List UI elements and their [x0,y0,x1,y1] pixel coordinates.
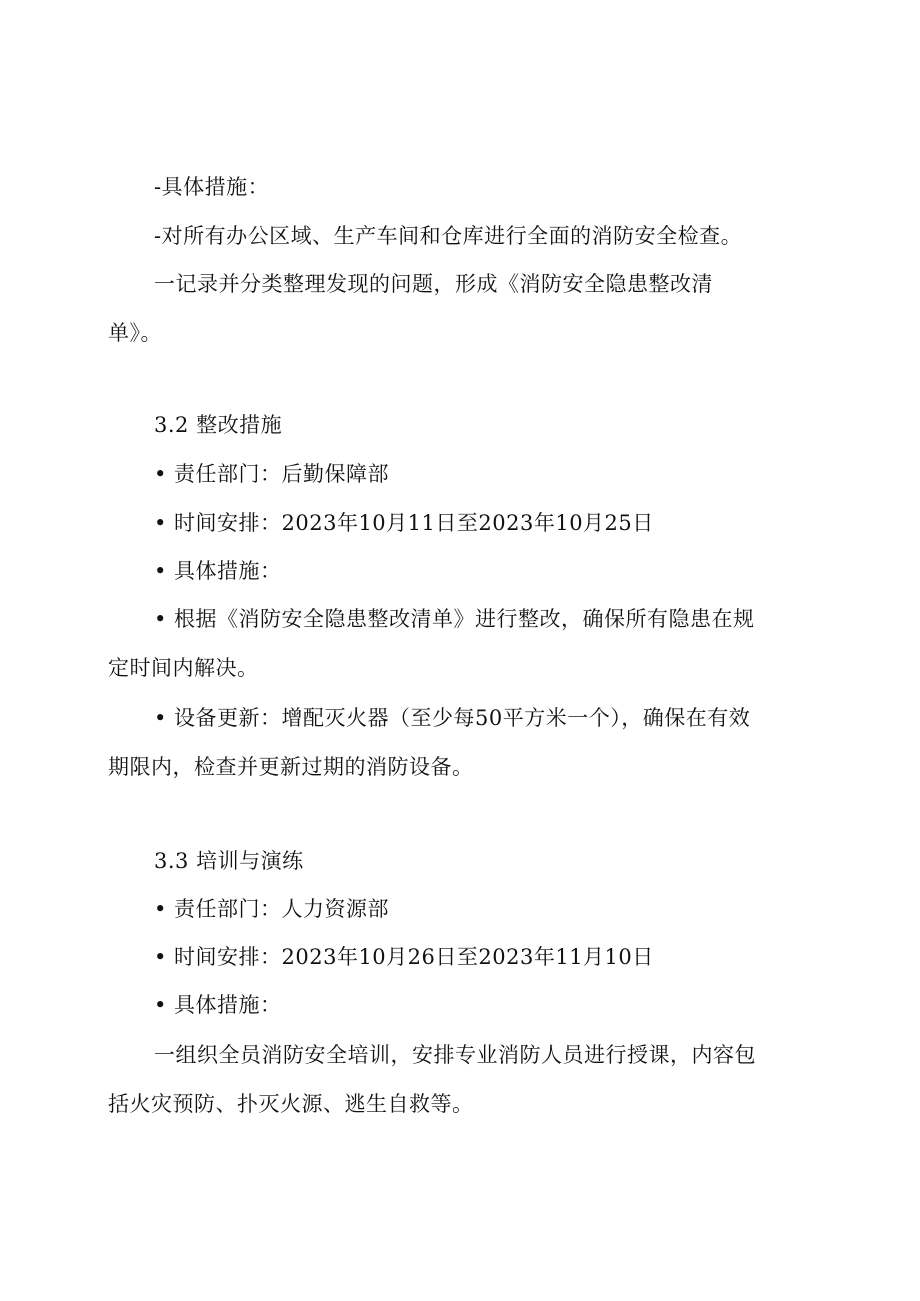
equipment-text: 设备更新：增配灭火器（至少每50平方米一个），确保在有效 [174,706,751,730]
bullet-icon: • [154,993,167,1017]
responsible-text: 责任部门：后勤保障部 [174,462,389,486]
section-3-2-schedule [154,510,854,536]
section-3-2-responsible [154,461,854,487]
section-3-2-item1-line1 [154,606,854,632]
record-text-line2: 单》。 [108,321,162,345]
section-3-2-measures [154,558,854,584]
bullet-icon: • [154,559,167,583]
rectify-text: 根据《消防安全隐患整改清单》进行整改，确保所有隐患在规 [174,607,755,631]
section-3-2-item2-line2: 期限内，检查并更新过期的消防设备。 [108,755,474,779]
measures-label: 具体措施： [174,993,282,1017]
measures-label: 具体措施： [174,559,282,583]
bullet-icon: • [154,462,167,486]
record-text-line1: 一记录并分类整理发现的问题，形成《消防安全隐患整改清 [154,272,713,296]
section-3-2-heading: 3.2 整改措施 [154,413,283,437]
responsible-text: 责任部门：人力资源部 [174,897,389,921]
section-3-3-schedule [154,944,854,970]
section-3-2-item1-line2: 定时间内解决。 [108,656,259,680]
bullet-icon: • [154,706,167,730]
inspection-text: -对所有办公区域、生产车间和仓库进行全面的消防安全检查。 [154,224,743,248]
bullet-icon: • [154,607,167,631]
section-3-3-measures [154,992,854,1018]
section-3-2-item2-line1 [154,705,854,731]
section-3-3-heading: 3.3 培训与演练 [154,849,304,873]
schedule-text: 时间安排：2023年10月26日至2023年11月10日 [174,945,654,969]
section-3-3-item1-line1: 一组织全员消防安全培训，安排专业消防人员进行授课，内容包 [154,1043,756,1067]
measures-label-top: -具体措施： [154,175,270,199]
bullet-icon: • [154,897,167,921]
section-3-3-item1-line2: 括火灾预防、扑灭火源、逃生自救等。 [108,1092,474,1116]
bullet-icon: • [154,945,167,969]
section-3-3-responsible [154,896,854,922]
schedule-text: 时间安排：2023年10月11日至2023年10月25日 [174,511,654,535]
bullet-icon: • [154,511,167,535]
